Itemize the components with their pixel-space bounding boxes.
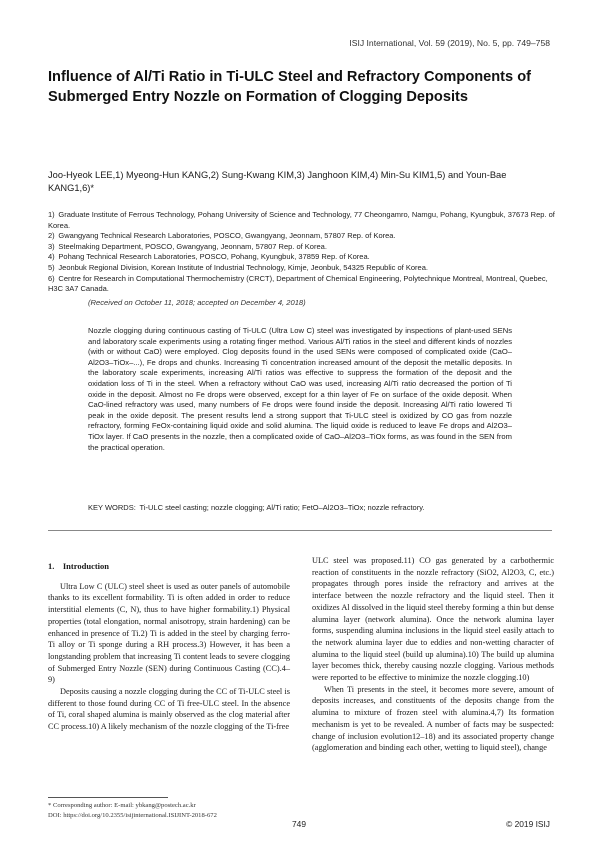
copyright-notice: © 2019 ISIJ xyxy=(506,819,550,829)
affiliation-item: 1) Graduate Institute of Ferrous Technology, Pohang University of Science and Technology, 77 Cheongamro, Namgu, Pohang, Kyungbuk, 37673 Rep. of Korea. xyxy=(48,210,555,230)
section-heading: 1. Introduction xyxy=(48,561,110,571)
corresponding-author-note: * Corresponding author: E-mail: ybkang@postech.ac.kr xyxy=(48,802,196,809)
affiliation-item: 2) Gwangyang Technical Research Laboratories, POSCO, Gwangyang, Jeonnam, 57807 Rep. of Korea. xyxy=(48,231,396,241)
footnote-divider xyxy=(48,797,168,798)
page-number: 749 xyxy=(292,819,306,829)
body-paragraph: ULC steel was proposed.11) CO gas generated by a carbothermic reaction of constituents in the nozzle refractory (SiO2, Al2O3, C, etc.) propagates through pores inside the refractory and arrives at the interface between the nozzle refractory and the liquid steel. Then it oxidizes Al dissolved in the liquid steel thereby forming a thin but dense alumina layer (network alumina). Once the network alumina layer forms, suspending alumina inclusions in the liquid steel easily attach to the network alumina layer due to eddies and non-wetting character of alumina to the liquid steel (build up alumina).10) The build up alumina layer becomes thick, thereby causing nozzle clogging. Various methods were reported to be effective to minimize the nozzle clogging.10) xyxy=(312,556,554,683)
affiliation-item: 4) Pohang Technical Research Laboratories, POSCO, Pohang, Kyungbuk, 37859 Rep. of Korea. xyxy=(48,252,370,262)
affiliation-list xyxy=(48,210,558,295)
body-column-right xyxy=(312,555,554,754)
body-paragraph: Ultra Low C (ULC) steel sheet is used as outer panels of automobile thanks to its excellent formability. Ti is often added in order to reduce interstitial elements (C, N), thus to have higher formability.1) Physical properties (total elongation, normal anisotropy, strain hardening) can be enhanced in presence of Ti.2) Ti is added in the steel by charging ferro-Ti alloy or Ti sponge during a RH process.3) However, it has been a longstanding problem that increasing Ti content leads to severe clogging of Submerged Entry Nozzle (SEN) during Continuous Casting (CC).4–9) xyxy=(48,581,290,685)
received-dates: (Received on October 11, 2018; accepted on December 4, 2018) xyxy=(88,298,306,307)
paper-title: Influence of Al/Ti Ratio in Ti-ULC Steel and Refractory Components of Submerged Entry Nozzle on Formation of Clogging Deposits xyxy=(48,69,531,105)
footnote xyxy=(48,801,298,820)
header-divider xyxy=(48,530,552,531)
body-paragraph: When Ti presents in the steel, it becomes more severe, amount of deposits increases, and constituents of the deposits change from the alumina to mixture of frozen steel with alumina.4,7) Its formation mechanism is yet to be revealed. A number of facts may be suspected: change of inclusion evolution12–18) and its associated property change (agglomeration and binding each other, wetting to liquid steel), change xyxy=(312,684,554,753)
author-list: Joo-Hyeok LEE,1) Myeong-Hun KANG,2) Sung-Kwang KIM,3) Janghoon KIM,4) Min-Su KIM1,5) and Youn-Bae KANG1,6)* xyxy=(48,170,507,193)
affiliation-item: 5) Jeonbuk Regional Division, Korean Institute of Industrial Technology, Kimje, Jeonbuk, 54325 Republic of Korea. xyxy=(48,262,428,272)
keywords: KEY WORDS: Ti-ULC steel casting; nozzle clogging; Al/Ti ratio; FetO–Al2O3–TiOx; nozzle refractory. xyxy=(88,503,425,512)
abstract: Nozzle clogging during continuous casting of Ti-ULC (Ultra Low C) steel was investigated by inspections of plant-used SENs and laboratory scale experiments using a rotating finger method. Various Al/Ti ratios in the steel and different kinds of nozzles (with or without CaO) were employed. Clog deposits found in the used SENs were composed of complicated oxide (CaO–Al2O3–TiOx–...), Fe drops and chunks. Increasing Ti concentration increased amount of the deposit the metallic deposits. In the laboratory scale experiments, increasing Al/Ti ratios was effective to suppress the formation of the deposit and the oxidation loss of Ti in the steel. When a refractory without CaO was used, increasing Al/Ti ratio decreased the portion of Ti oxide in the deposit. Almost no Fe drops were observed, except for a thin layer of Fe on surface of the oxide deposit. When CaO-lined refractory was used, many numbers of Fe drops were found inside the deposit. Increasing Al/Ti ratio lowered Ti peak in the oxide deposit. The present results lend a strong support that Ti-ULC steel is oxidized by CO gas from nozzle refractory, forming FeOx-containing liquid oxide and solid alumina. The liquid oxide is reduced to leave Fe drops and Al2O3–TiOx layer. If CaO presents in the nozzle, then a complicated oxide of CaO–Al2O3–TiOx forms, as was found in the SEN from the practical operation. xyxy=(88,326,512,452)
journal-reference: ISIJ International, Vol. 59 (2019), No. 5, pp. 749–758 xyxy=(349,38,550,48)
affiliation-item: 3) Steelmaking Department, POSCO, Gwangyang, Jeonnam, 57807 Rep. of Korea. xyxy=(48,241,327,251)
affiliation-item: 6) Centre for Research in Computational Thermochemistry (CRCT), Department of Chemical Engineering, Polytechnique Montreal, Montreal, Quebec, H3C 3A7 Canada. xyxy=(48,273,548,294)
doi-link[interactable]: DOI: https://doi.org/10.2355/isijinternational.ISIJINT-2018-672 xyxy=(48,811,217,819)
body-column-left xyxy=(48,555,290,733)
body-paragraph: Deposits causing a nozzle clogging during the CC of Ti-ULC steel is different to those found during CC of Ti free-ULC steel. In the absence of Ti, coral shaped alumina is mainly observed as the clog material after CC process.10) A likely mechanism of the nozzle clogging of the Ti-free xyxy=(48,687,290,732)
